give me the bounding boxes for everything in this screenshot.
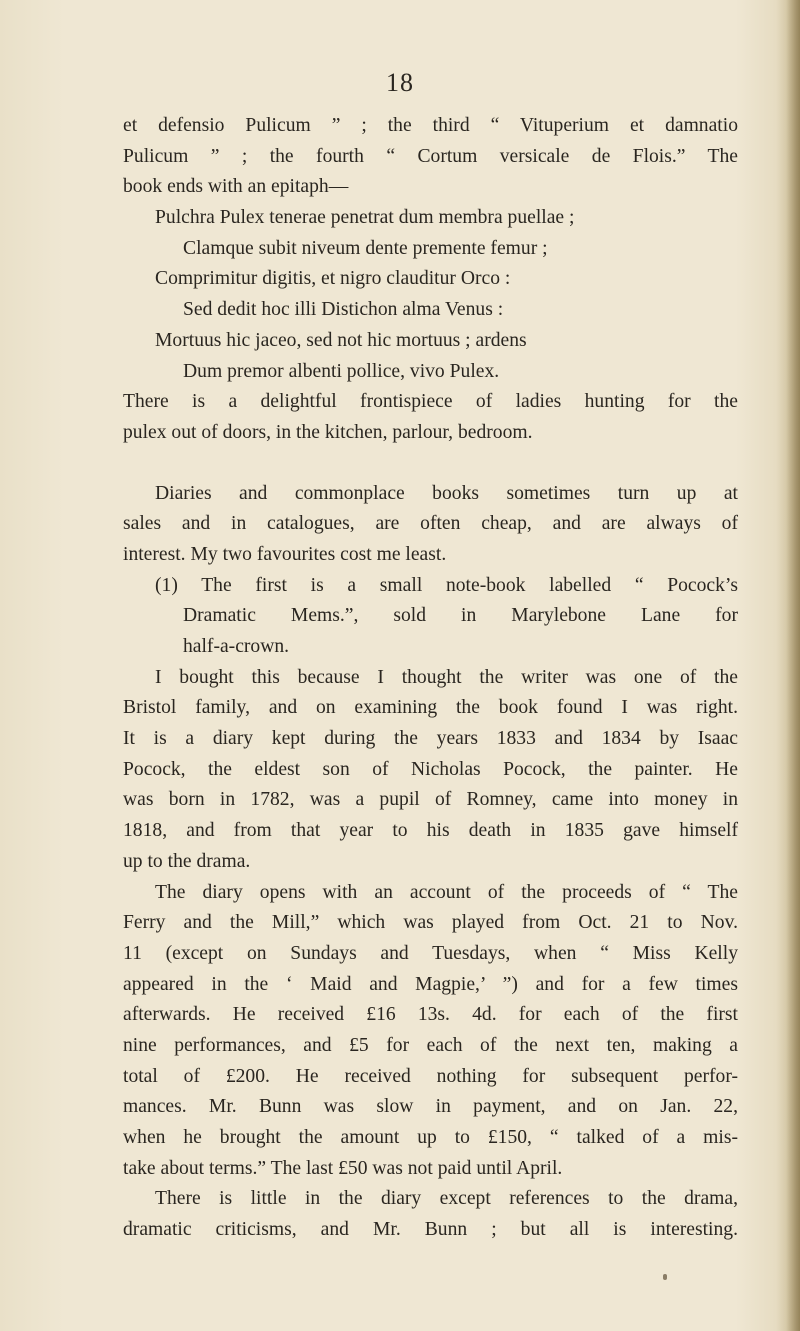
list-item-line: (1) The first is a small note-book labelled “ Pocock’s xyxy=(155,574,738,596)
text-line: was born in 1782, was a pupil of Romney, came into money in xyxy=(123,789,738,811)
text-line: et defensio Pulicum ” ; the third “ Vituperium et damnatio xyxy=(123,115,738,136)
body-text xyxy=(123,111,738,1246)
epitaph-line: Dum premor albenti pollice, vivo Pulex. xyxy=(183,360,500,382)
ink-speck xyxy=(663,1274,667,1280)
text-line: There is a delightful frontispiece of ladies hunting for the xyxy=(123,391,738,413)
text-line: 1818, and from that year to his death in 1835 gave himself xyxy=(123,820,738,842)
text-line: I bought this because I thought the writer was one of the xyxy=(155,666,738,688)
text-line: appeared in the ‘ Maid and Magpie,’ ”) and for a few times xyxy=(123,973,738,995)
text-line: dramatic criticisms, and Mr. Bunn ; but all is interesting. xyxy=(123,1219,738,1241)
list-item-line: half-a-crown. xyxy=(183,636,290,657)
text-line: Pocock, the eldest son of Nicholas Pocock, the painter. He xyxy=(123,758,738,780)
text-line: 11 (except on Sundays and Tuesdays, when “ Miss Kelly xyxy=(123,942,738,964)
epitaph-line: Mortuus hic jaceo, sed not hic mortuus ; ardens xyxy=(155,329,527,351)
text-line: up to the drama. xyxy=(123,850,251,872)
paragraph-gap xyxy=(123,449,738,479)
text-line: sales and in catalogues, are often cheap, and are always of xyxy=(123,513,738,535)
text-line: book ends with an epitaph— xyxy=(123,176,349,198)
page-edge-shadow xyxy=(786,0,800,1331)
text-line: take about terms.” The last £50 was not paid until April. xyxy=(123,1157,563,1179)
text-line: Pulicum ” ; the fourth “ Cortum versicale de Flois.” The xyxy=(123,145,738,167)
text-line: Ferry and the Mill,” which was played from Oct. 21 to Nov. xyxy=(123,912,738,934)
text-line: Bristol family, and on examining the book found I was right. xyxy=(123,697,738,719)
epitaph-line: Clamque subit niveum dente premente femur ; xyxy=(183,237,548,259)
epitaph-line: Sed dedit hoc illi Distichon alma Venus : xyxy=(183,299,504,321)
text-line: Diaries and commonplace books sometimes turn up at xyxy=(155,482,738,504)
text-line: It is a diary kept during the years 1833 and 1834 by Isaac xyxy=(123,728,738,750)
list-item-line: Dramatic Mems.”, sold in Marylebone Lane for xyxy=(183,605,738,627)
epitaph-line: Pulchra Pulex tenerae penetrat dum membra puellae ; xyxy=(155,207,575,229)
text-line: interest. My two favourites cost me least. xyxy=(123,543,447,565)
text-line: mances. Mr. Bunn was slow in payment, and on Jan. 22, xyxy=(123,1096,738,1118)
text-line: afterwards. He received £16 13s. 4d. for each of the first xyxy=(123,1004,738,1026)
page-number: 18 xyxy=(386,68,414,97)
text-line: when he brought the amount up to £150, “ talked of a mis- xyxy=(123,1127,738,1148)
text-line: total of £200. He received nothing for subsequent perfor- xyxy=(123,1065,738,1087)
text-line: There is little in the diary except references to the drama, xyxy=(155,1188,738,1210)
epitaph-line: Comprimitur digitis, et nigro clauditur Orco : xyxy=(155,268,511,290)
text-line: nine performances, and £5 for each of the next ten, making a xyxy=(123,1034,738,1056)
text-line: The diary opens with an account of the proceeds of “ The xyxy=(155,881,738,903)
text-line: pulex out of doors, in the kitchen, parlour, bedroom. xyxy=(123,421,533,443)
